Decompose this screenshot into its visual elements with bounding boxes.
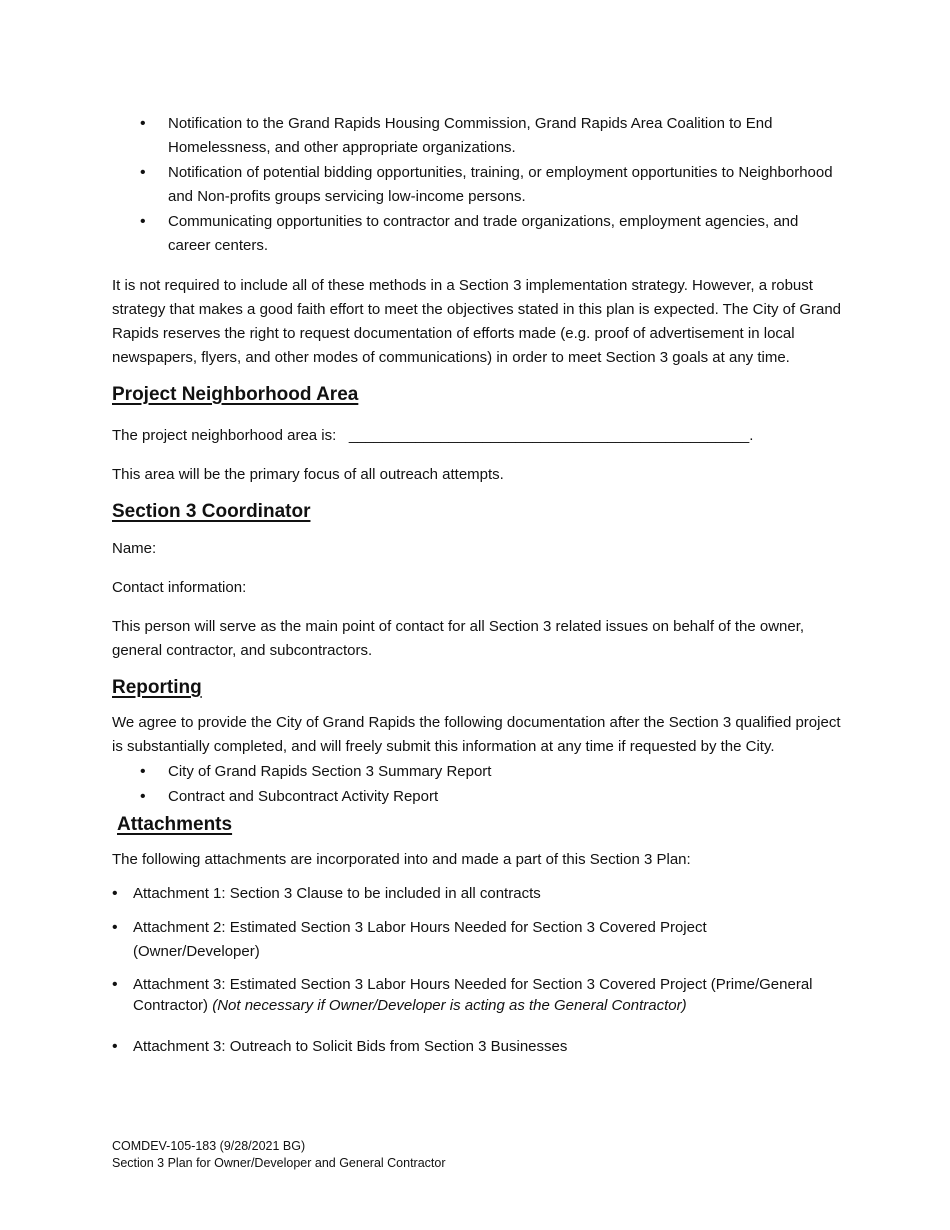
footer-code: COMDEV-105-183 (9/28/2021 BG): [112, 1139, 306, 1153]
neighborhood-focus: This area will be the primary focus of all outreach attempts.: [112, 466, 504, 483]
neighborhood-heading: Project Neighborhood Area: [112, 384, 359, 405]
attachment-note: (Not necessary if Owner/Developer is acting as the General Contractor): [212, 997, 687, 1014]
reporting-heading: Reporting: [112, 677, 202, 698]
coordinator-description: This person will serve as the main point of contact for all Section 3 related issues on behalf of the owner, general contractor, and subcontractors.: [112, 618, 805, 659]
document-page: [112, 112, 842, 1059]
attachments-list: [112, 882, 842, 1059]
outreach-methods-list: [112, 112, 842, 258]
coordinator-name-label: Name:: [112, 540, 157, 557]
strategy-paragraph: It is not required to include all of these methods in a Section 3 implementation strategy. However, a robust strategy that makes a good faith effort to meet the objectives stated in this plan is expected. The City of Grand Rapids reserves the right to request documentation of efforts made (e.g. proof of advertisement in local newspapers, flyers, and other modes of communications) in order to meet Section 3 goals at any time.: [112, 277, 842, 366]
attachment-item: • Attachment 2: Estimated Section 3 Labor Hours Needed for Section 3 Covered Project (Owner/Developer): [112, 916, 842, 964]
list-item: • City of Grand Rapids Section 3 Summary Report: [112, 760, 842, 784]
attachment-item: • Attachment 1: Section 3 Clause to be included in all contracts: [112, 882, 842, 906]
attachment-text: Attachment 3: Estimated Section 3 Labor Hours Needed for Section 3 Covered Project (Prime/General Contractor): [133, 976, 813, 1014]
coordinator-heading: Section 3 Coordinator: [112, 501, 311, 522]
attachments-heading: Attachments: [117, 814, 233, 835]
coordinator-contact-label: Contact information:: [112, 579, 247, 596]
list-item: • Communicating opportunities to contractor and trade organizations, employment agencies, and career centers.: [112, 210, 842, 258]
attachment-item: [112, 974, 842, 1016]
reporting-list: [112, 760, 842, 809]
list-item: • Notification of potential bidding opportunities, training, or employment opportunities to Neighborhood and Non-profits groups servicing low-income persons.: [112, 161, 842, 209]
list-item: • Contract and Subcontract Activity Report: [112, 785, 842, 809]
footer: [112, 1138, 446, 1172]
attachments-intro: The following attachments are incorporated into and made a part of this Section 3 Plan:: [112, 851, 691, 868]
list-item: • Notification to the Grand Rapids Housing Commission, Grand Rapids Area Coalition to End Homelessness, and other appropriate organizations.: [112, 112, 842, 160]
footer-title: Section 3 Plan for Owner/Developer and General Contractor: [112, 1156, 446, 1170]
neighborhood-area-line: The project neighborhood area is: ________________________________________________.: [112, 427, 754, 444]
reporting-paragraph: We agree to provide the City of Grand Rapids the following documentation after the Section 3 qualified project is substantially completed, and will freely submit this information at any time if requested by the City.: [112, 714, 841, 755]
attachment-item: • Attachment 3: Outreach to Solicit Bids from Section 3 Businesses: [112, 1035, 842, 1059]
